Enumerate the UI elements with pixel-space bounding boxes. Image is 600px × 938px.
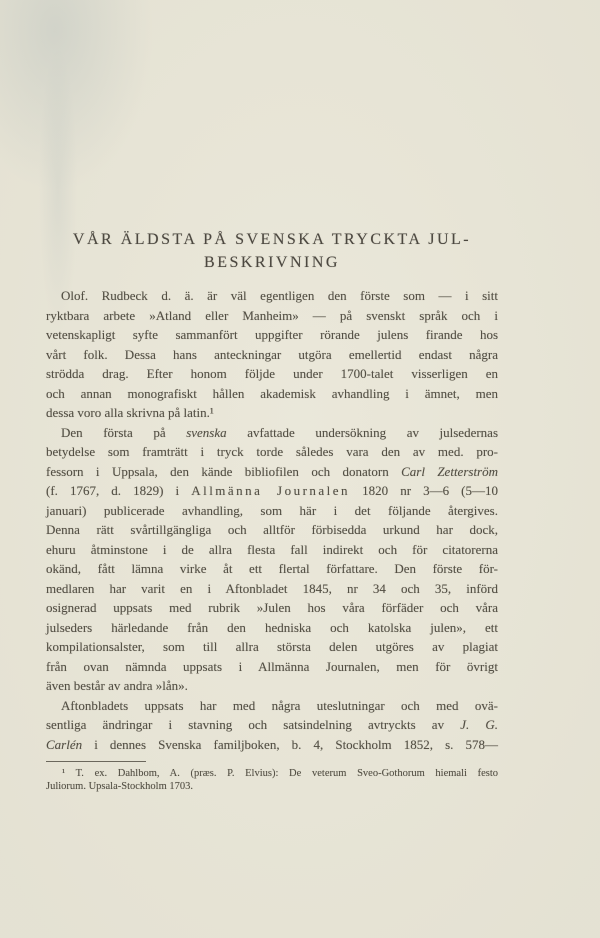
text-line [46,364,498,384]
footnote [46,767,498,793]
body-paragraph-2 [46,423,498,696]
text-segment: och annan monografiskt hållen akademisk avhandling i ämnet, men [46,385,498,401]
text-segment: vetenskapligt syfte sammanfört uppgifter rörande julens firande hos [46,327,498,342]
text-line [46,520,498,540]
italic-text: J. G. [460,717,498,732]
body-paragraph-1 [46,286,498,423]
text-segment: betydelse som framträtt i tryck torde således vara den av med. pro- [46,444,498,459]
text-line [46,559,498,579]
title-line-1: VÅR ÄLDSTA PÅ SVENSKA TRYCKTA JUL- [72,231,472,248]
body-paragraph-3 [46,696,498,755]
text-line [46,403,498,423]
text-line [46,579,498,599]
text-line [46,423,498,443]
text-line [46,696,498,716]
text-segment: ehuru åtminstone i de allra flesta fall indirekt och för citatorerna [46,541,498,557]
text-segment: vårt folk. Dessa hans anteckningar utgöra emellertid endast några [46,346,498,362]
page-title [46,228,498,274]
text-segment: i dennes Svenska familjboken, b. 4, Stockholm 1852, s. 578— [82,736,498,752]
text-line [46,767,498,780]
text-segment: 1820 nr 3—6 (5—10 [350,483,498,498]
text-segment: Aftonbladets uppsats har med några uteslutningar och med ovä- [61,697,498,713]
footnote-rule [46,761,146,762]
text-line [46,598,498,618]
text-line [46,657,498,677]
text-line [46,780,498,793]
text-segment: medlaren har varit en i Aftonbladet 1845, nr 34 och 35, införd [46,580,498,596]
title-line-2: BESKRIVNING [204,254,340,271]
text-line [46,715,498,735]
italic-text: Carlén [46,736,83,752]
text-line [46,676,498,696]
text-line [46,637,498,657]
text-line [46,345,498,365]
letterspaced-text: Allmänna Journalen [191,483,351,498]
text-line [46,501,498,521]
text-line [46,286,498,306]
text-line [46,540,498,560]
text-line [46,462,498,482]
text-segment: Den första på [61,424,187,440]
text-line [46,481,498,501]
text-segment: sentliga ändringar i stavning och satsindelning avtryckts av [46,717,461,732]
text-segment: Olof. Rudbeck d. ä. är väl egentligen den förste som — i sitt [61,288,498,303]
text-line [46,442,498,462]
italic-text: Carl Zetterström [401,463,498,479]
text-segment: Juliorum. Upsala-Stockholm 1703. [46,781,193,792]
text-segment: dessa voro alla skrivna på latin.¹ [46,405,214,420]
italic-text: svenska [186,424,227,440]
text-segment: kompilationsalster, som till allra största delen utgöres av plagiat [46,639,498,654]
text-line [46,384,498,404]
text-segment: (f. 1767, d. 1829) i [46,483,192,498]
text-line [46,325,498,345]
text-segment: från ovan nämnda uppsats i Allmänna Journalen, men för övrigt [46,658,498,674]
text-segment: avfattade undersökning av julsedernas [226,424,499,440]
text-segment: osignerad uppsats med rubrik »Julen hos våra förfäder och våra [46,600,498,615]
text-segment: ryktbara arbete »Atland eller Manheim» — på svenskt språk och i [46,307,498,323]
text-segment: strödda drag. Efter honom följde under 1700-talet visserligen en [46,366,498,381]
text-block [46,228,498,793]
text-line [46,306,498,326]
text-line [46,735,498,755]
text-segment: även består av andra »lån». [46,678,188,693]
text-segment: ¹ T. ex. Dahlbom, A. (præs. P. Elvius): De veterum Sveo-Gothorum hiemali festo [62,768,498,779]
text-segment: julseders härledande från den hedniska och katolska julen», ett [46,619,498,635]
text-segment: fessorn i Uppsala, den kände bibliofilen och donatorn [46,463,402,479]
text-segment: okänd, fått lämna virke åt ett flertal författare. Den förste för- [46,561,498,576]
text-segment: januari) publicerade avhandling, som här i det följande återgives. [46,502,498,518]
text-segment: Denna rätt svårtillgängliga och alltför förbisedda urkund har dock, [46,522,498,537]
text-line [46,618,498,638]
